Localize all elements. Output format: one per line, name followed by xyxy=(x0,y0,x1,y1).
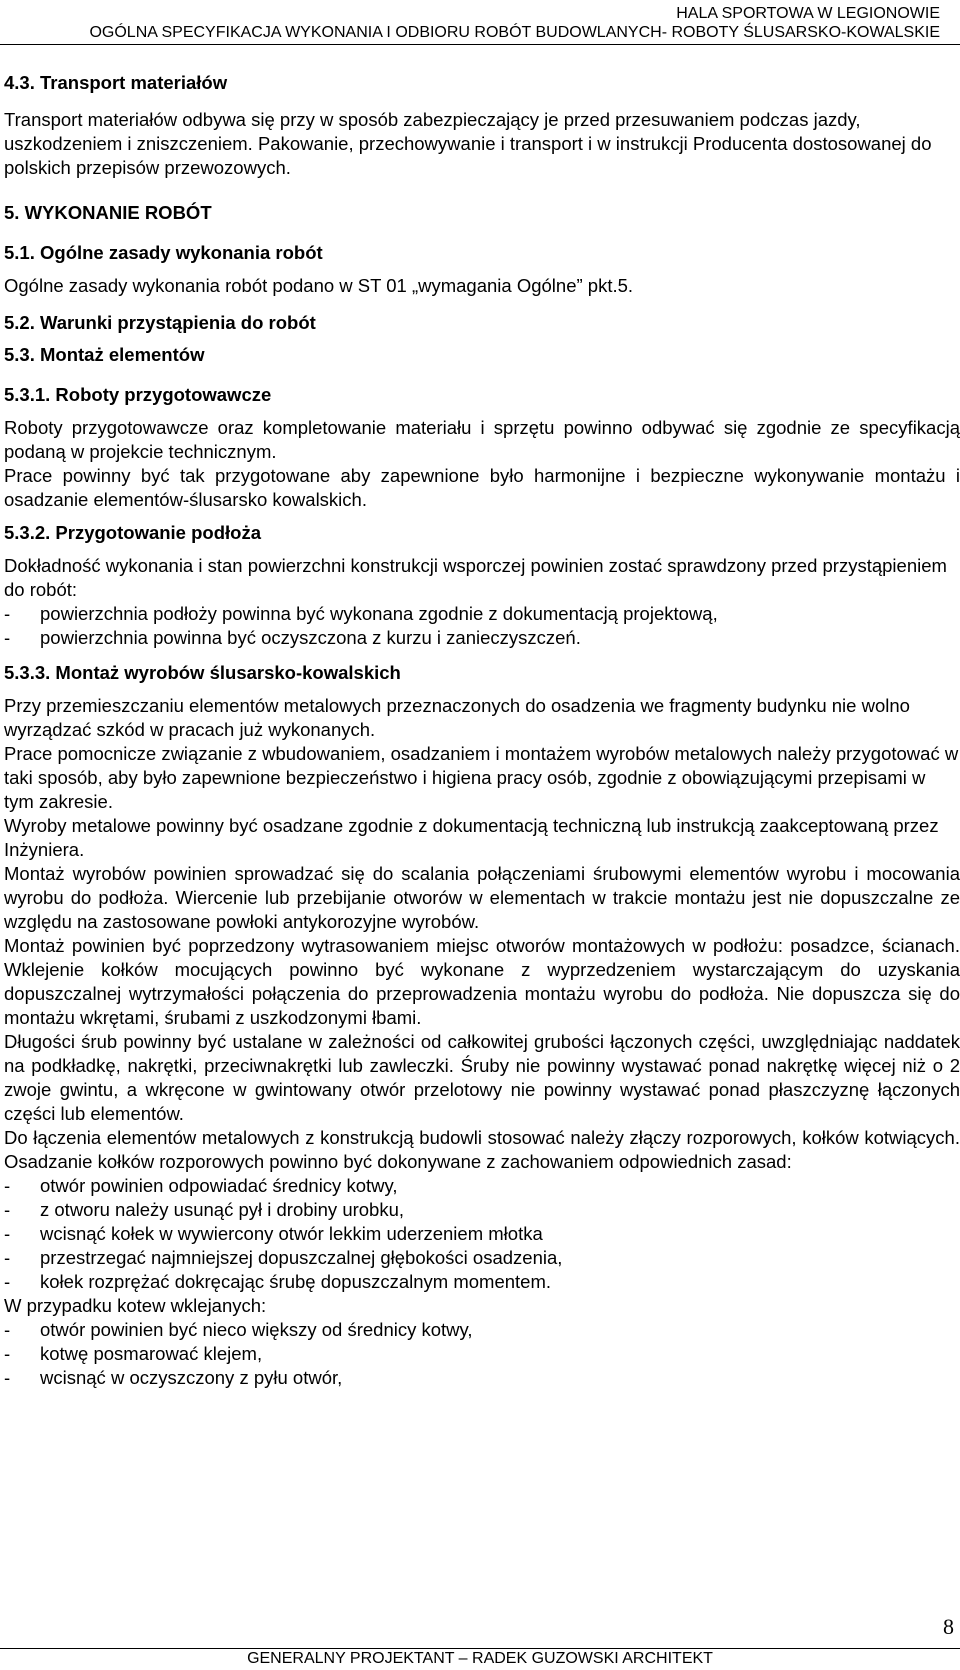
section-5-3-2-heading: 5.3.2. Przygotowanie podłoża xyxy=(4,522,261,543)
footer-rule xyxy=(0,1648,960,1649)
section-5-2-heading: 5.2. Warunki przystąpienia do robót xyxy=(4,312,316,333)
section-5-3-1-paragraph: Roboty przygotowawcze oraz kompletowanie materiału i sprzętu powinno odbywać się zgodnie ze specyfikacją podaną w projekcie technicznym. xyxy=(4,417,960,462)
list-item: - otwór powinien być nieco większy od średnicy kotwy, xyxy=(4,1319,473,1340)
section-5-3-1-paragraph: Prace powinny być tak przygotowane aby zapewnione było harmonijne i bezpieczne wykonywanie montażu i osadzanie elementów-ślusarsko kowalskich. xyxy=(4,465,960,510)
section-5-heading: 5. WYKONANIE ROBÓT xyxy=(4,202,212,223)
section-5-1-heading: 5.1. Ogólne zasady wykonania robót xyxy=(4,242,323,263)
page-number: 8 xyxy=(943,1614,954,1639)
list-item: - z otworu należy usunąć pył i drobiny urobku, xyxy=(4,1199,405,1220)
section-5-3-2-paragraph: Dokładność wykonania i stan powierzchni konstrukcji wsporczej powinien zostać sprawdzony przed przystąpieniem do robót: xyxy=(4,555,947,600)
section-5-3-heading: 5.3. Montaż elementów xyxy=(4,344,205,365)
list-item: - kołek rozprężać dokręcając śrubę dopuszczalnym momentem. xyxy=(4,1271,552,1292)
section-5-3-3-paragraph: Montaż powinien być poprzedzony wytrasowaniem miejsc otworów montażowych w podłożu: posadzce, ścianach. Wklejenie kołków mocujących powinno być wykonane z wyprzedzeniem wystarczającym do uzyskania dopuszczalnej wytrzymałości połączenia do przeprowadzenia montażu wyrobu do podłoża. Nie dopuszcza się do montażu wkrętami, śrubami z uszkodzonymi łbami. xyxy=(4,935,960,1028)
list-item: - przestrzegać najmniejszej dopuszczalnej głębokości osadzenia, xyxy=(4,1247,563,1268)
list-item: - otwór powinien odpowiadać średnicy kotwy, xyxy=(4,1175,398,1196)
section-5-3-3-heading: 5.3.3. Montaż wyrobów ślusarsko-kowalskich xyxy=(4,662,401,683)
section-4-3-text: Transport materiałów odbywa się przy w sposób zabezpieczający je przed przesuwaniem podczas jazdy, uszkodzeniem i zniszczeniem. Pakowanie, przechowywanie i transport i w instrukcji Producenta dostosowanej do polskich przepisów przewozowych. xyxy=(4,109,932,178)
header-rule xyxy=(0,44,960,45)
list-item: - powierzchnia podłoży powinna być wykonana zgodnie z dokumentacją projektową, xyxy=(4,603,718,624)
list-item: - kotwę posmarować klejem, xyxy=(4,1343,263,1364)
page-footer: GENERALNY PROJEKTANT – RADEK GUZOWSKI ARCHITEKT xyxy=(247,1650,713,1667)
section-4-3-heading: 4.3. Transport materiałów xyxy=(4,72,228,93)
list-item: - wcisnąć w oczyszczony z pyłu otwór, xyxy=(4,1367,343,1388)
section-5-3-3-paragraph: Wyroby metalowe powinny być osadzane zgodnie z dokumentacją techniczną lub instrukcją zaakceptowaną przez Inżyniera. xyxy=(4,815,939,860)
section-5-1-text: Ogólne zasady wykonania robót podano w ST 01 „wymagania Ogólne” pkt.5. xyxy=(4,275,634,296)
section-5-3-3-paragraph: W przypadku kotew wklejanych: xyxy=(4,1295,267,1316)
list-item: - wcisnąć kołek w wywiercony otwór lekkim uderzeniem młotka xyxy=(4,1223,543,1244)
section-5-3-1-heading: 5.3.1. Roboty przygotowawcze xyxy=(4,384,272,405)
list-item: - powierzchnia powinna być oczyszczona z kurzu i zanieczyszczeń. xyxy=(4,627,581,648)
section-5-3-3-paragraph: Długości śrub powinny być ustalane w zależności od całkowitej grubości łączonych części, uwzględniając naddatek na podkładkę, nakrętki, przeciwnakrętki lub zawleczki. Śruby nie powinny wystawać ponad nakrętkę więcej niż o 2 zwoje gwintu, a wkręcone w gwintowany otwór przelotowy nie powinny wystawać ponad płaszczyznę łączonych części lub elementów. xyxy=(4,1031,960,1124)
section-5-3-3-paragraph: Do łączenia elementów metalowych z konstrukcją budowli stosować należy złączy rozporowych, kołków kotwiących. Osadzanie kołków rozporowych powinno być dokonywane z zachowaniem odpowiednich zasad: xyxy=(4,1127,960,1172)
header-project-title: HALA SPORTOWA W LEGIONOWIE xyxy=(676,5,940,22)
page-header xyxy=(89,4,940,42)
document-body xyxy=(4,72,960,1390)
section-5-3-3-paragraph: Prace pomocnicze związanie z wbudowaniem, osadzaniem i montażem wyrobów metalowych należy przygotować w taki sposób, aby było zapewnione bezpieczeństwo i higiena pracy osób, zgodnie z obowiązującymi przepisami w tym zakresie. xyxy=(4,743,959,812)
section-5-3-3-paragraph: Montaż wyrobów powinien sprowadzać się do scalania połączeniami śrubowymi elementów wyrobu i mocowania wyrobu do podłoża. Wiercenie lub przebijanie otworów w elementach w trakcie montażu jest nie dopuszczalne ze względu na zastosowane powłoki antykorozyjne wyrobów. xyxy=(4,863,960,932)
section-5-3-3-paragraph: Przy przemieszczaniu elementów metalowych przeznaczonych do osadzenia we fragmenty budynku nie wolno wyrządzać szkód w pracach już wykonanych. xyxy=(4,695,910,740)
header-spec-title: OGÓLNA SPECYFIKACJA WYKONANIA I ODBIORU ROBÓT BUDOWLANYCH- ROBOTY ŚLUSARSKO-KOWALSKIE xyxy=(89,24,940,41)
